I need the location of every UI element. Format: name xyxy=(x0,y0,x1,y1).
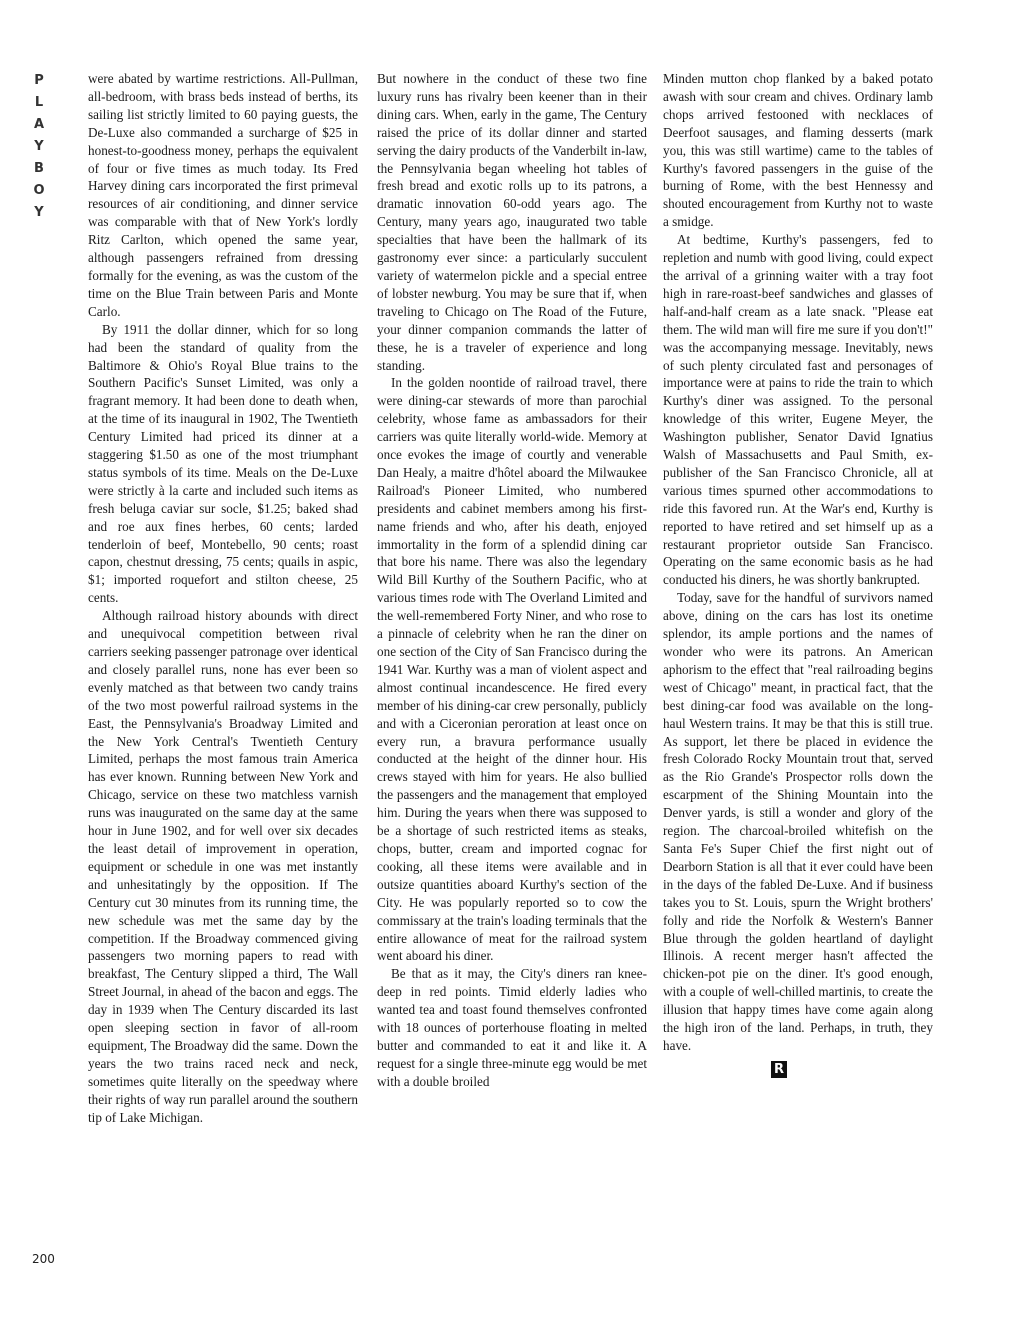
paragraph: By 1911 the dollar dinner, which for so long had been the standard of quality from the Baltimore & Ohio's Royal Blue trains to the Southern Pacific's Sunset Limited, was only a fragrant memory. It had been done to death when, at the time of its inaugural in 1902, The Twentieth Century Limited had priced its dinner at a staggering $1.50 as one of the most triumphant status symbols of its time. Meals on the De-Luxe were strictly à la carte and included such items as fresh beluga caviar sur socle, $1.25; baked shad and roe aux fines herbes, 60 cents; larded tenderloin of beef, Montebello, 90 cents; roast capon, chestnut dressing, 75 cents; quails in aspic, $1; imported roquefort and stilton cheese, 25 cents. xyxy=(88,321,358,606)
paragraph: Although railroad history abounds with direct and unequivocal competition between rival carriers seeking passenger patronage over identical and closely parallel runs, none has ever been so evenly matched as that between two candy trains of the two most powerful railroad systems in the East, the Pennsylvania's Broadway Limited and the New York Central's Twentieth Century Limited, perhaps the most famous train America has ever known. Running between New York and Chicago, service on these two matchless varnish runs was inaugurated on the same day at the same hour in June 1902, and for well over six decades the least detail of improvement in operation, equipment or schedule in one was met instantly and unhesitatingly by the opposition. If The Century cut 30 minutes from its running time, the new schedule was met the same day by the competition. If the Broadway commenced giving passengers two morning papers to read with breakfast, The Century slipped a third, The Wall Street Journal, in ahead of the bacon and eggs. The day in 1939 when The Century discarded its last open sleeping section in favor of all-room equipment, The Broadway did the same. Down the years the two trains raced neck and neck, sometimes quite literally on the speedway where their rights of way run parallel around the southern tip of Lake Michigan. xyxy=(88,608,358,1125)
side-logo-letter: L xyxy=(34,95,44,110)
paragraph: Be that as it may, the City's diners ran knee-deep in red points. Timid elderly ladies who wanted tea and toast found themselves confronted with 18 ounces of porterhouse floating in melted butter and commanded to eat it and like it. A request for a single three-minute egg would be met with a double broiled xyxy=(377,966,647,1089)
side-logo-letter: Y xyxy=(34,205,44,220)
magazine-side-logo xyxy=(28,70,50,224)
paragraph: were abated by wartime restrictions. All-Pullman, all-bedroom, with brass beds instead of berths, its sailing list strictly limited to 60 paying guests, the De-Luxe also commanded a surcharge of $25 in honest-to-goodness money, perhaps the equivalent of four or five times as much today. Its Fred Harvey dining cars incorporated the first primeval resources of air conditioning, and dinner service was comparable with that of New York's lordly Ritz Carlton, which opened the same year, although passengers refrained from dressing formally for the evening, as was the custom of the time on the Blue Train between Paris and Monte Carlo. xyxy=(88,71,358,319)
side-logo-letter: P xyxy=(34,73,44,88)
text-column-3 xyxy=(663,70,933,1078)
side-logo-letter: O xyxy=(33,183,45,198)
paragraph: Minden mutton chop flanked by a baked potato awash with sour cream and chives. Ordinary lamb chops arrived festooned with necklaces of Deerfoot sausages, and flaming desserts (mark you, this was still wartime) came to the tables of Kurthy's favored passengers in the guise of the burning of Rome, with the best Hennessy and shouted encouragement from Kurthy not to waste a smidge. xyxy=(663,71,933,230)
side-logo-letter: B xyxy=(34,161,44,176)
side-logo-letter: A xyxy=(33,117,45,132)
paragraph: At bedtime, Kurthy's passengers, fed to repletion and numb with good living, could expect the arrival of a grinning waiter with a tray foot high in rare-roast-beef sandwiches and glasses of half-and-half cream as a late snack. "Please eat them. The wild man will fire me sure if you don't!" was the accompanying message. Inevitably, news of such plenty circulated fast and personages of importance were at pains to ride the train to which Kurthy's diner was assigned. To the personal knowledge of this writer, Eugene Meyer, the Washington publisher, Senator David Ignatius Walsh of Massachusetts and Paul Smith, ex-publisher of the San Francisco Chronicle, all at various times spurned other accommodations to ride this favored run. At the War's end, Kurthy is reported to have retired and set himself up as a restaurant proprietor outside San Francisco. Operating on the same economic basis as he had conducted his diners, he was shortly bankrupted. xyxy=(663,232,933,588)
end-of-article-icon: R xyxy=(771,1061,787,1078)
text-column-2 xyxy=(377,70,647,1091)
page-number: 200 xyxy=(32,1252,55,1266)
text-column-1 xyxy=(88,70,358,1126)
side-logo-letter: Y xyxy=(34,139,44,154)
paragraph: In the golden noontide of railroad travel, there were dining-car stewards of more than parochial celebrity, whose fame as ambassadors for their carriers was quite literally world-wide. Memory at once evokes the image of courtly and venerable Dan Healy, a maitre d'hôtel aboard the Milwaukee Railroad's Pioneer Limited, who numbered presidents and cabinet members among his first-name friends and who, after his death, enjoyed immortality in the form of a splendid dining car that bore his name. There was also the legendary Wild Bill Kurthy of the Southern Pacific, who at various times rode with The Overland Limited and the well-remembered Forty Niner, and who rose to a pinnacle of celebrity when he ran the diner on one section of the City of San Francisco during the 1941 War. Kurthy was a man of violent aspect and almost continual incandescence. He fired every member of his dining-car crew personally, publicly and with a Ciceronian peroration at least once on every run, a bravura performance usually conducted at the height of the dinner hour. His crews stayed with him for years. He also bullied the passengers and the management that employed him. During the years when there was supposed to be a shortage of such restricted items as steaks, chops, butter, cream and imported cognac for cooking, all these items were available and in outsize quantities aboard Kurthy's section of the City. He was popularly reported so to cow the commissary at the train's loading terminals that the entire allowance of meat for the railroad system went aboard his diner. xyxy=(377,375,647,964)
paragraph: Today, save for the handful of survivors named above, dining on the cars has lost its onetime splendor, its ample portions and the names of wonder who were its patrons. An American aphorism to the effect that "real railroading begins west of Chicago" meant, in practical fact, that the best dining-car food was available on the long-haul Western trains. It may be that this is still true. As support, let there be placed in evidence the fresh Colorado Rocky Mountain trout that, served as the Rio Grande's Prospector rolls down the escarpment of the Shining Mountain into the Denver yards, is still a wonder and glory of the region. The charcoal-broiled whitefish on the Santa Fe's Super Chief the first night out of Dearborn Station is all that it ever could have been in the days of the fabled De-Luxe. And if business takes you to St. Louis, spurn the Wright brothers' folly and ride the Norfolk & Western's Banner Blue through the golden heartland of daylight Illinois. A recent merger hasn't affected the chicken-pot pie on the diner. It's good enough, with a couple of well-chilled martinis, to create the illusion that happy times have come again along the high iron of the land. Perhaps, in truth, they have. xyxy=(663,590,933,1053)
paragraph: But nowhere in the conduct of these two fine luxury runs has rivalry been keener than in their dining cars. When, early in the game, The Century raised the price of its dollar dinner and started serving the dairy products of the Vanderbilt in-law, the Pennsylvania began wheeling hot tables of fresh bread and exotic rolls up to its patrons, a dramatic innovation 60-odd years ago. The Century, many years ago, inaugurated two table specialties that have been the hallmark of its gastronomy ever since: a particularly succulent variety of watermelon pickle and a special entree of lobster newburg. You may be sure that if, when traveling to Chicago on The Road of the Future, your dinner companion commands the latter of these, he is a traveler of experience and long standing. xyxy=(377,71,647,373)
